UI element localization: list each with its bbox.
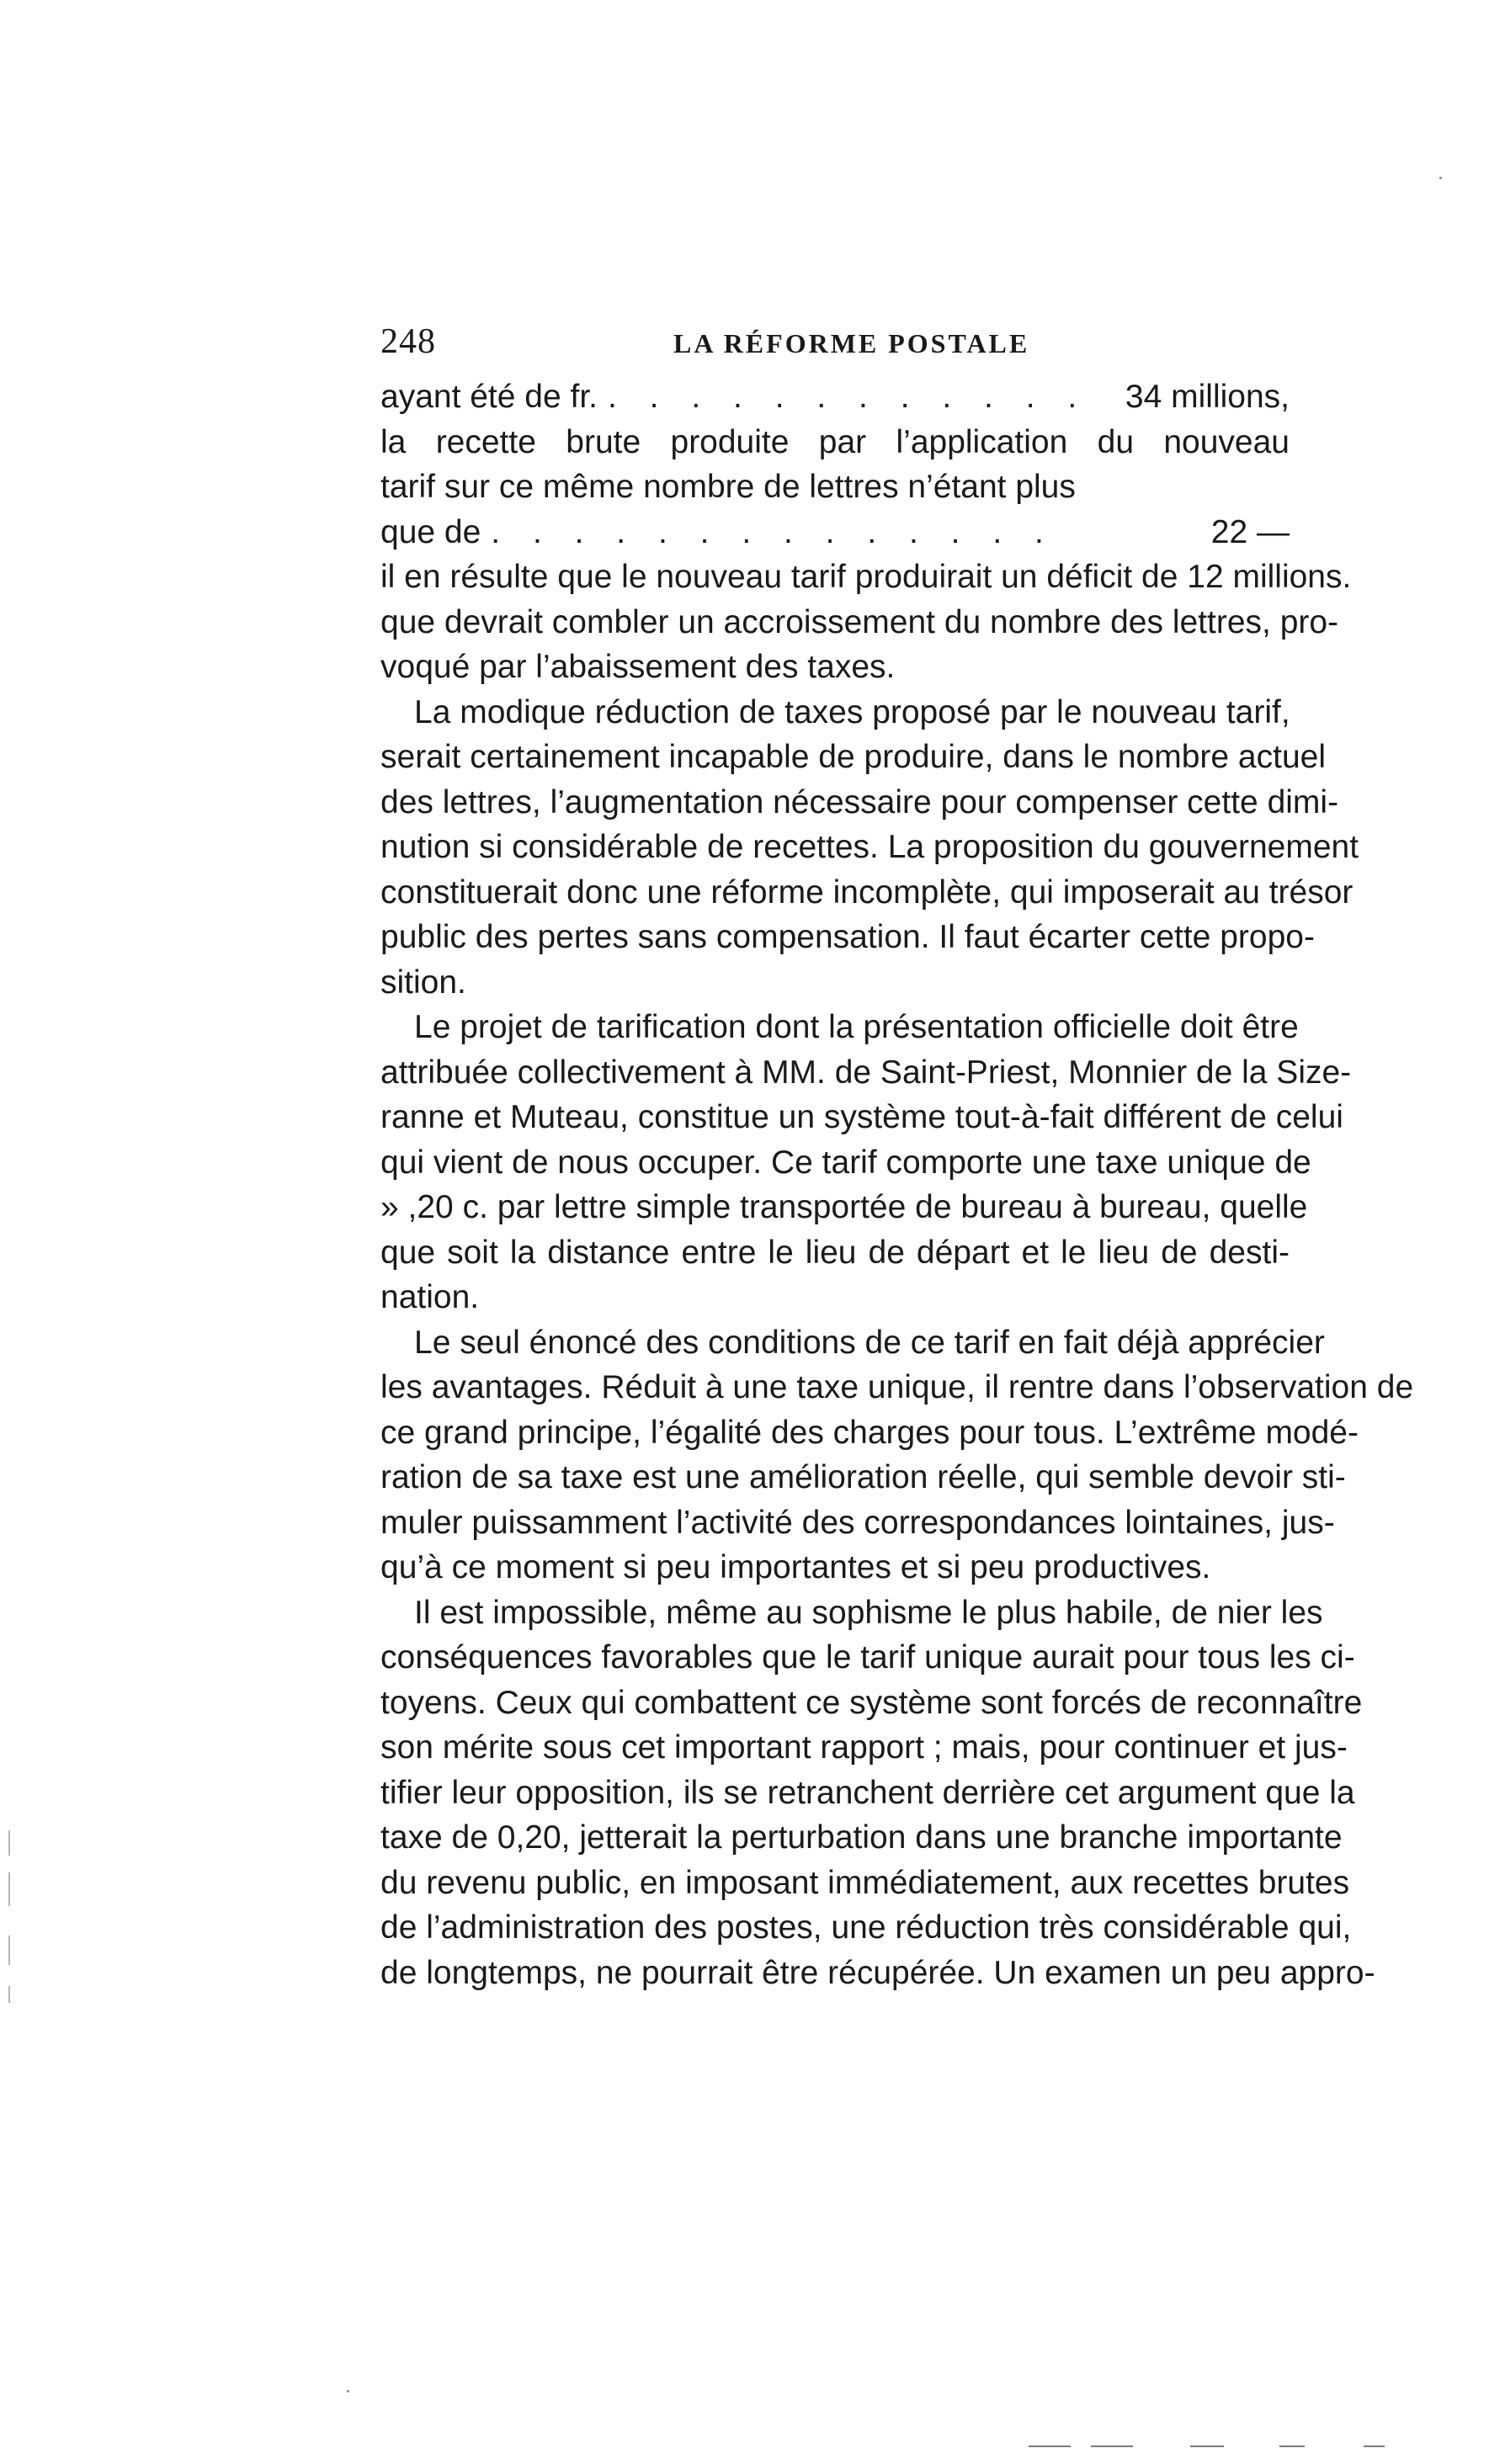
text-line: muler puissamment l’activité des correspondances lointaines, jus- <box>380 1504 1335 1541</box>
text-line: nation. <box>380 1279 480 1315</box>
text-line: Il est impossible, même au sophisme le plus habile, de nier les <box>414 1594 1323 1631</box>
text-line: ranne et Muteau, constitue un système tout-à-fait différent de celui <box>380 1099 1343 1135</box>
text-line: toyens. Ceux qui combattent ce système sont forcés de reconnaître <box>380 1684 1363 1721</box>
leader-label: ayant été de fr. <box>380 379 598 415</box>
text-line: serait certainement incapable de produire, dans le nombre actuel <box>380 739 1327 775</box>
margin-scan-mark <box>8 1936 10 1965</box>
text-line: Le projet de tarification dont la présentation officielle doit être <box>414 1009 1299 1045</box>
text-line: que devrait combler un accroissement du nombre des lettres, pro- <box>380 603 1339 640</box>
body-text <box>380 374 1414 1995</box>
text-line <box>380 510 1290 555</box>
text-line: des lettres, l’augmentation nécessaire pour compenser cette dimi- <box>380 783 1339 820</box>
text-line: voqué par l’abaissement des taxes. <box>380 649 896 685</box>
text-line: de longtemps, ne pourrait être récupérée. Un examen un peu appro- <box>380 1954 1375 1991</box>
scan-dash <box>1091 2445 1133 2447</box>
text-line: public des pertes sans compensation. Il faut écarter cette propo- <box>380 919 1315 955</box>
dot-leader: . . . . . . . . . . . . . . <box>491 513 1056 550</box>
text-line: ce grand principe, l’égalité des charges pour tous. L’extrême modé- <box>380 1414 1359 1451</box>
text-line: de l’administration des postes, une réduction très considérable qui, <box>380 1909 1352 1946</box>
leader-amount: 34 millions, <box>1125 379 1290 415</box>
text-line: les avantages. Réduit à une taxe unique, il rentre dans l’observation de <box>380 1369 1414 1405</box>
scan-dash <box>1190 2445 1224 2447</box>
text-line: nution si considérable de recettes. La proposition du gouvernement <box>380 829 1359 865</box>
text-line: tifier leur opposition, ils se retranchent derrière cet argument que la <box>380 1774 1355 1811</box>
text-line: attribuée collectivement à MM. de Saint-Priest, Monnier de la Size- <box>380 1054 1352 1091</box>
text-line: sition. <box>380 964 466 1001</box>
leader-label: que de <box>380 513 481 550</box>
text-line: du revenu public, en imposant immédiatement, aux recettes brutes <box>380 1864 1350 1901</box>
scan-speck <box>1439 177 1442 179</box>
text-line: que soit la distance entre le lieu de départ et le lieu de desti- <box>380 1234 1290 1271</box>
running-title: LA RÉFORME POSTALE <box>673 328 1030 358</box>
text-line: ration de sa taxe est une amélioration réelle, qui semble devoir sti- <box>380 1459 1346 1495</box>
text-line: » ,20 c. par lettre simple transportée de bureau à bureau, quelle <box>380 1189 1308 1225</box>
text-line: tarif sur ce même nombre de lettres n’étant plus <box>380 469 1076 505</box>
text-line: il en résulte que le nouveau tarif produirait un déficit de 12 millions. <box>380 559 1352 595</box>
margin-scan-mark <box>8 1830 10 1856</box>
text-line: constituerait donc une réforme incomplète, qui imposerait au trésor <box>380 874 1353 911</box>
margin-scan-mark <box>8 1872 10 1906</box>
text-line <box>380 374 1290 420</box>
scan-dash <box>1364 2445 1385 2447</box>
text-line: taxe de 0,20, jetterait la perturbation dans une branche importante <box>380 1819 1343 1856</box>
text-line: qu’à ce moment si peu importantes et si peu productives. <box>380 1549 1211 1585</box>
page-header <box>380 321 1290 372</box>
scan-dash <box>1279 2445 1305 2447</box>
text-line: qui vient de nous occuper. Ce tarif comporte une taxe unique de <box>380 1144 1311 1181</box>
dot-leader: . . . . . . . . . . . . <box>608 379 1089 415</box>
scan-dash <box>1029 2445 1071 2447</box>
text-line: son mérite sous cet important rapport ; mais, pour continuer et jus- <box>380 1729 1348 1766</box>
page-number: 248 <box>380 322 436 361</box>
text-line: Le seul énoncé des conditions de ce tarif en fait déjà apprécier <box>414 1324 1325 1361</box>
text-line: La modique réduction de taxes proposé par le nouveau tarif, <box>414 693 1290 730</box>
scan-speck <box>347 2390 349 2392</box>
margin-scan-mark <box>8 1986 10 2003</box>
text-line: conséquences favorables que le tarif unique aurait pour tous les ci- <box>380 1639 1355 1675</box>
text-line: la recette brute produite par l’application du nouveau <box>380 423 1290 460</box>
leader-amount: 22 — <box>1210 513 1290 550</box>
